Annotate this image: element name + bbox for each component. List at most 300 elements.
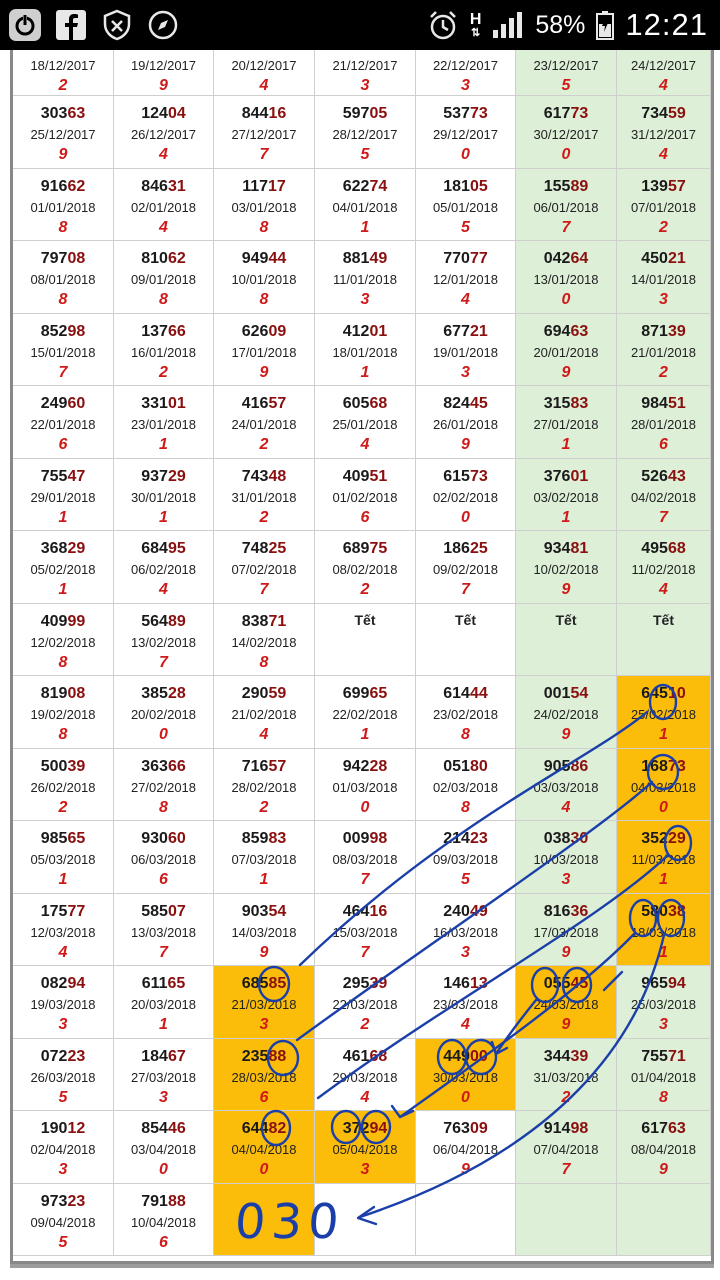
lottery-number-tail: 88 [167,1192,186,1210]
result-digit: 5 [461,218,470,236]
table-cell [516,1111,617,1184]
lottery-number [617,830,710,848]
lottery-number-head: 934 [543,540,571,557]
lottery-number-head: 155 [543,177,571,195]
status-bar-system-icons [426,0,708,50]
result-digit: 5 [360,146,370,163]
lottery-number-tail: 16 [268,105,287,122]
lottery-number-head: 871 [641,322,668,340]
scrollbar-thumb[interactable] [10,1264,714,1268]
table-cell [114,1039,214,1112]
draw-date: 26/01/2018 [432,417,499,432]
lottery-number-head: 051 [443,757,470,775]
result-digit: 1 [259,871,269,888]
lottery-number [416,975,515,993]
result-digit: 1 [360,726,370,743]
table-cell [416,894,516,967]
lottery-number-tail: 45 [469,395,488,412]
draw-date: 02/01/2018 [130,199,197,215]
draw-date: 14/02/2018 [231,634,297,650]
lottery-number-tail: 07 [167,902,186,920]
lottery-number-head: 859 [241,830,269,847]
table-cell [617,96,711,169]
table-cell [114,676,214,749]
lottery-number [214,323,314,341]
table-cell [13,314,114,387]
table-cell [214,459,315,532]
lottery-number-head: 564 [141,612,168,630]
table-cell [516,821,617,894]
lottery-number [214,395,314,413]
lottery-number-tail: 09 [268,322,287,340]
result-digit: 7 [259,581,269,598]
table-cell [617,50,711,96]
table-cell [114,1184,214,1257]
lottery-number-head: 001 [543,685,571,702]
holiday-label: Tết [653,611,674,628]
draw-date: 23/12/2017 [533,58,599,73]
table-cell [114,386,214,459]
lottery-number-tail: 68 [369,1047,388,1065]
lottery-number [516,685,616,703]
draw-date: 23/03/2018 [432,997,499,1012]
lottery-number-head: 175 [40,902,68,920]
lottery-number-tail: 63 [67,105,86,122]
lottery-number-tail: 49 [369,250,388,267]
lottery-number [214,613,314,631]
lottery-number [114,758,213,776]
table-cell [617,314,711,387]
result-digit: 4 [259,726,269,743]
lottery-number-head: 949 [241,250,269,267]
lottery-number-tail: 94 [369,1120,388,1137]
lottery-number-tail: 85 [268,975,287,992]
lottery-number-tail: 75 [369,540,388,557]
result-digit: 2 [561,1088,571,1106]
result-digit: 8 [58,726,68,743]
lottery-number-head: 240 [443,902,470,920]
table-cell [214,894,315,967]
horizontal-scrollbar[interactable] [0,1264,720,1280]
lottery-number [13,903,113,921]
table-cell [516,1039,617,1112]
lottery-number-tail: 86 [570,757,589,775]
lottery-number-head: 372 [342,1120,370,1137]
lottery-number-tail: 80 [469,757,488,775]
lottery-number-tail: 68 [667,540,686,557]
lottery-number [617,903,710,921]
lottery-number-tail: 39 [67,757,86,775]
lottery-number-tail: 43 [667,467,686,485]
table-cell [617,169,711,242]
draw-date: 19/01/2018 [432,344,499,360]
table-cell [13,894,114,967]
result-digit: 7 [58,363,68,381]
lottery-number-head: 214 [443,830,470,847]
lottery-number-tail: 38 [667,902,686,920]
draw-date: 12/03/2018 [30,924,96,940]
lottery-number-tail: 23 [67,1192,86,1210]
table-cell [13,1039,114,1112]
result-digit: 1 [58,871,68,888]
table-cell [13,676,114,749]
lottery-number [13,1120,113,1138]
lottery-number-head: 626 [241,322,269,340]
lottery-number [416,395,515,413]
lottery-number-tail: 05 [369,105,388,122]
lottery-number-head: 186 [443,540,470,557]
result-digit: 9 [561,581,571,598]
result-digit: 3 [659,1016,668,1033]
table-cell [315,531,416,604]
lottery-number-tail: 00 [469,1047,488,1065]
lottery-number-head: 526 [641,467,668,485]
lottery-number-tail: 60 [67,395,86,412]
lottery-number [315,1048,415,1066]
lottery-number [315,178,415,196]
lottery-number [214,975,314,993]
result-digit: 4 [659,146,668,163]
table-cell [13,459,114,532]
result-digit: 5 [561,77,571,94]
lottery-number-head: 617 [641,1120,668,1137]
lottery-number-head: 854 [141,1120,168,1137]
lottery-number-tail: 98 [67,322,86,340]
result-digit: 2 [58,77,68,94]
result-digit: 8 [461,726,470,743]
lottery-number-head: 352 [641,830,668,847]
lottery-number [516,250,616,268]
lottery-number-head: 605 [342,395,370,412]
lottery-number-head: 146 [443,975,470,992]
draw-date: 03/03/2018 [533,779,599,795]
draw-date: 21/12/2017 [332,58,398,73]
lottery-number-head: 409 [40,612,68,630]
lottery-number-head: 597 [342,105,370,122]
lottery-number-tail: 01 [570,467,589,485]
lottery-number [214,758,314,776]
table-cell [114,314,214,387]
result-digit: 1 [659,726,668,743]
table-cell [516,314,617,387]
table-cell [516,966,617,1039]
lottery-number [315,830,415,848]
lottery-number-tail: 62 [67,177,86,195]
lottery-number [416,250,515,268]
result-digit: 9 [461,1161,470,1178]
lottery-number-tail: 54 [268,902,287,920]
lottery-number [516,323,616,341]
lottery-number-head: 716 [241,757,269,775]
lottery-number-head: 644 [241,1120,269,1137]
result-digit: 4 [561,798,571,816]
lottery-number-tail: 45 [570,975,589,992]
draw-date: 12/02/2018 [30,634,96,650]
table-cell [114,604,214,677]
lottery-number [315,395,415,413]
result-digit: 3 [159,1088,168,1106]
table-cell [214,50,315,96]
lottery-number [315,105,415,123]
result-digit: 2 [58,798,68,816]
table-cell [416,604,516,677]
result-digit: 3 [58,1161,68,1178]
table-cell [516,50,617,96]
lottery-number-tail: 29 [67,540,86,557]
results-table-container[interactable] [10,50,714,1264]
lottery-number [516,1120,616,1138]
draw-date: 28/02/2018 [231,779,297,795]
table-cell [617,531,711,604]
draw-date: 19/02/2018 [30,707,96,722]
lottery-number-head: 168 [641,757,668,775]
draw-date: 04/02/2018 [630,489,697,505]
result-digit: 3 [58,1016,68,1033]
lottery-number [416,1048,515,1066]
lottery-number-tail: 39 [570,1047,589,1065]
result-digit: 6 [360,508,370,526]
result-digit: 0 [659,798,668,816]
lottery-number-tail: 73 [469,467,488,485]
lottery-number [13,685,113,703]
lottery-number-head: 685 [241,975,269,992]
result-digit: 1 [58,508,68,526]
draw-date: 01/01/2018 [30,199,96,215]
draw-date: 05/03/2018 [30,852,96,867]
lottery-number [617,975,710,993]
lottery-number [114,975,213,993]
lottery-number [315,685,415,703]
result-digit: 2 [259,436,269,453]
table-cell [13,386,114,459]
table-cell [114,749,214,822]
result-digit: 3 [360,77,370,94]
lottery-number [114,685,213,703]
result-digit: 3 [659,291,668,308]
lottery-number-head: 748 [241,540,269,557]
draw-date: 03/04/2018 [130,1142,197,1157]
table-cell [315,676,416,749]
result-digit: 1 [58,581,68,598]
table-cell [13,96,114,169]
lottery-number-head: 363 [141,757,168,775]
lottery-number-head: 903 [241,902,269,920]
result-digit: 4 [461,1016,470,1033]
table-cell [315,50,416,96]
lottery-number-tail: 21 [667,250,686,267]
lottery-number-tail: 57 [268,395,287,412]
result-digit: 1 [561,508,571,526]
lottery-number-tail: 28 [167,685,186,702]
lottery-number [315,323,415,341]
draw-date: 26/03/2018 [30,1069,96,1085]
result-digit: 0 [561,291,571,308]
result-digit: 7 [561,218,571,236]
result-digit: 3 [259,1016,269,1033]
lottery-number-head: 500 [40,757,68,775]
table-cell [416,821,516,894]
lottery-number-head: 965 [641,975,668,992]
table-cell [315,96,416,169]
lottery-number-head: 409 [342,467,370,485]
lottery-number [416,830,515,848]
alarm-clock-icon [426,8,460,42]
draw-date: 07/02/2018 [231,562,297,577]
lottery-number [516,395,616,413]
draw-date: 21/03/2018 [231,997,297,1012]
lottery-number [416,903,515,921]
lottery-number [214,830,314,848]
draw-date: 09/04/2018 [30,1214,96,1230]
draw-date: 31/03/2018 [533,1069,599,1085]
lottery-number-head: 770 [443,250,470,267]
lottery-number-head: 072 [40,1047,68,1065]
battery-icon [595,8,615,42]
draw-date: 06/01/2018 [533,199,599,215]
lottery-number [114,1120,213,1138]
lottery-number [13,613,113,631]
table-cell [114,894,214,967]
lottery-number-head: 755 [40,467,68,485]
result-digit: 6 [159,1233,168,1251]
lottery-number-tail: 08 [67,685,86,702]
draw-date: 18/03/2018 [630,924,697,940]
lottery-number-head: 617 [543,105,571,122]
lottery-number-head: 009 [342,830,370,847]
lottery-number [315,975,415,993]
table-cell [13,821,114,894]
draw-date: 25/03/2018 [630,997,697,1012]
table-cell [315,894,416,967]
table-cell [416,1039,516,1112]
lottery-number [13,178,113,196]
power-icon [8,8,42,42]
lottery-number-head: 810 [141,250,168,267]
table-cell [416,749,516,822]
draw-date: 19/12/2017 [130,58,197,73]
lottery-number [617,540,710,558]
table-cell [416,459,516,532]
lottery-number-tail: 31 [167,177,186,195]
lottery-number-tail: 66 [167,757,186,775]
table-cell [315,386,416,459]
result-digit: 4 [659,77,668,94]
lottery-number [13,1193,113,1211]
lottery-number-tail: 13 [469,975,488,992]
facebook-icon [54,8,88,42]
lottery-number-tail: 05 [469,177,488,195]
draw-date: 08/01/2018 [30,272,96,287]
lottery-number-head: 450 [641,250,668,267]
lottery-number-tail: 29 [167,467,186,485]
lottery-number-tail: 25 [469,540,488,557]
lottery-number-tail: 36 [570,902,589,920]
table-cell [315,604,416,677]
table-cell [214,531,315,604]
lottery-number-tail: 71 [667,1047,686,1065]
result-digit: 5 [58,1233,68,1251]
lottery-number-head: 249 [40,395,68,412]
draw-date: 28/12/2017 [332,127,398,142]
lottery-number [114,540,213,558]
draw-date: 14/03/2018 [231,924,297,940]
lottery-number-head: 038 [543,830,571,847]
table-cell [617,894,711,967]
lottery-number [13,758,113,776]
result-digit: 2 [360,1016,370,1033]
draw-date: 20/03/2018 [130,997,197,1012]
lottery-number-head: 645 [641,685,668,702]
draw-date: 20/01/2018 [533,344,599,360]
lottery-number-head: 824 [443,395,470,412]
lottery-number-tail: 29 [667,830,686,847]
lottery-number-head: 611 [141,975,168,992]
lottery-number-tail: 88 [268,1047,287,1065]
draw-date: 25/12/2017 [30,127,96,142]
result-digit: 2 [159,363,168,381]
table-cell [516,169,617,242]
table-cell [214,821,315,894]
lottery-number-head: 464 [342,902,370,920]
lottery-number-head: 838 [241,612,269,630]
lottery-number [214,685,314,703]
lottery-number [416,323,515,341]
draw-date: 27/02/2018 [130,779,197,795]
lottery-number [214,1120,314,1138]
lottery-number [617,758,710,776]
lottery-number-tail: 83 [268,830,287,847]
lottery-number [416,685,515,703]
draw-date: 27/12/2017 [231,127,297,142]
lottery-number-head: 734 [641,105,668,122]
result-digit: 3 [461,943,470,961]
result-digit: 1 [561,436,571,453]
lottery-number-head: 495 [641,540,668,557]
lottery-number-head: 385 [141,685,168,702]
lottery-number-tail: 01 [167,395,186,412]
draw-date: 31/01/2018 [231,489,297,505]
table-cell [114,50,214,96]
lottery-number-head: 303 [40,105,68,122]
lottery-number [315,540,415,558]
lottery-number-head: 984 [641,395,668,412]
result-digit: 4 [360,1088,370,1106]
result-digit: 3 [461,77,470,94]
lottery-number-tail: 73 [570,105,589,122]
table-cell [214,749,315,822]
result-digit: 4 [159,146,168,163]
table-cell [214,1111,315,1184]
lottery-number-tail: 82 [268,1120,287,1137]
lottery-number-tail: 62 [167,250,186,267]
lottery-number-tail: 25 [268,540,287,557]
lottery-number-head: 819 [40,685,68,702]
table-cell [416,531,516,604]
result-digit: 8 [58,218,68,236]
draw-date: 30/12/2017 [533,127,599,142]
result-digit: 0 [159,726,168,743]
lottery-number-head: 580 [641,902,668,920]
lottery-number-head: 124 [141,105,168,122]
lottery-number [315,468,415,486]
lottery-number-tail: 12 [67,1120,86,1137]
table-cell [214,676,315,749]
draw-date: 15/03/2018 [332,924,398,940]
result-digit: 0 [159,1161,168,1178]
draw-date: 03/02/2018 [533,489,599,505]
table-cell [315,241,416,314]
draw-date: 01/03/2018 [332,779,398,795]
